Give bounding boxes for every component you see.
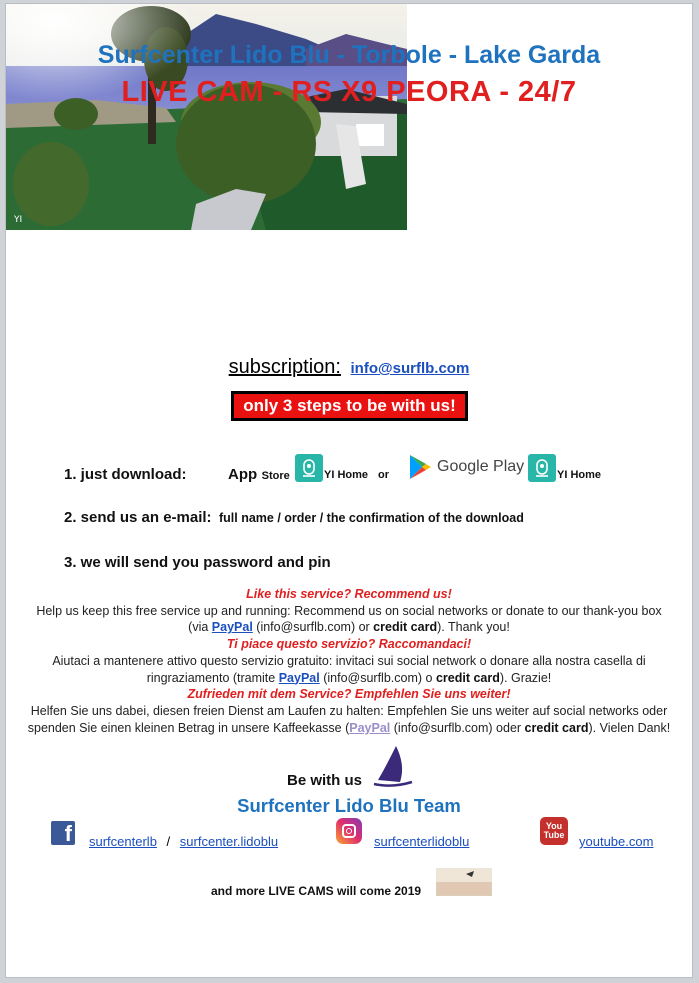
camera-watermark: YI: [14, 215, 23, 225]
more-livecams-text: and more LIVE CAMS will come 2019: [211, 884, 422, 898]
heading-de: Zufrieden mit dem Service? Empfehlen Sie uns weiter!: [187, 687, 511, 702]
youtube-icon[interactable]: You Tube: [540, 817, 568, 845]
text-it-line2: ringraziamento (tramite PayPal (info@surflb.com) o credit card). Grazie!: [146, 670, 552, 685]
text-de-line1: Helfen Sie uns dabei, diesen freien Dienst am Laufen zu halten: Empfehlen Sie uns weiter auf social networks oder: [30, 703, 668, 718]
be-with-us: [287, 772, 362, 789]
or-text: or: [378, 469, 389, 481]
google-play-badge[interactable]: [408, 454, 524, 480]
facebook-link-1[interactable]: surfcenterlb: [89, 834, 157, 849]
step-1-label: 1. just download:: [64, 466, 187, 483]
paypal-link-it[interactable]: PayPal: [278, 670, 320, 685]
page-title: Surfcenter Lido Blu - Torbole - Lake Garda: [97, 41, 601, 69]
steps-banner: only 3 steps to be with us!: [231, 391, 468, 421]
text-it-line1: Aiutaci a mantenere attivo questo servizio gratuito: invitaci sui social network o donare alla nostra casella di: [52, 653, 646, 668]
step-2-detail: full name / order / the confirmation of the download: [219, 511, 524, 525]
youtube-link[interactable]: youtube.com: [579, 834, 654, 849]
lake-thumbnail-image: [436, 868, 492, 896]
page-subtitle: LIVE CAM - RS X9 PEORA - 24/7: [121, 76, 577, 108]
google-play-icon: [408, 454, 432, 480]
step-1-label-wrap: [64, 466, 187, 484]
donation-text-block: [6, 586, 692, 736]
paypal-link-de[interactable]: PayPal: [349, 720, 391, 735]
heading-it: Ti piace questo servizio? Raccomandaci!: [226, 637, 472, 652]
step-2-label: 2. send us an e-mail:: [64, 509, 212, 526]
team-name: Surfcenter Lido Blu Team: [237, 795, 461, 816]
livecam-image: [6, 4, 407, 230]
heading-en: Like this service? Recommend us!: [246, 587, 452, 601]
yi-camera-icon: [300, 459, 318, 477]
step-3-label: 3. we will send you password and pin: [64, 554, 331, 571]
yi-camera-icon-2: [533, 459, 551, 477]
facebook-links: [89, 834, 278, 849]
instagram-icon[interactable]: [336, 818, 362, 844]
instagram-link[interactable]: surfcenterlidoblu: [374, 834, 470, 849]
facebook-separator: /: [166, 834, 171, 849]
facebook-link-2[interactable]: surfcenter.lidoblu: [179, 834, 279, 849]
be-with-us-label: Be with us: [287, 772, 363, 789]
text-en-line2: (via PayPal (info@surflb.com) or credit card). Thank you!: [188, 620, 510, 635]
yi-home-app-icon-2[interactable]: [528, 454, 556, 482]
windsurf-logo-icon: [370, 744, 414, 788]
subscription-email-link[interactable]: info@surflb.com: [350, 360, 470, 377]
paypal-link-en[interactable]: PayPal: [211, 620, 253, 635]
text-de-line2: spenden Sie einen kleinen Betrag in unsere Kaffeekasse (PayPal (info@surflb.com) oder credit card). Vielen Dank!: [27, 720, 671, 735]
document-page: [5, 3, 693, 978]
google-play-label: Google Play: [437, 458, 525, 475]
app-store-label: App Store: [228, 466, 290, 483]
step-2: [64, 509, 524, 527]
subscription-line: [6, 356, 692, 379]
yi-home-label-1: YI Home: [324, 469, 369, 481]
yi-home-label-2: YI Home: [557, 469, 602, 481]
yi-home-app-icon[interactable]: [295, 454, 323, 482]
subscription-label: subscription:: [228, 356, 341, 378]
text-en-line1: Help us keep this free service up and running: Recommend us on social networks or donate to our thank-you box: [36, 603, 662, 618]
facebook-icon[interactable]: f: [51, 821, 75, 845]
